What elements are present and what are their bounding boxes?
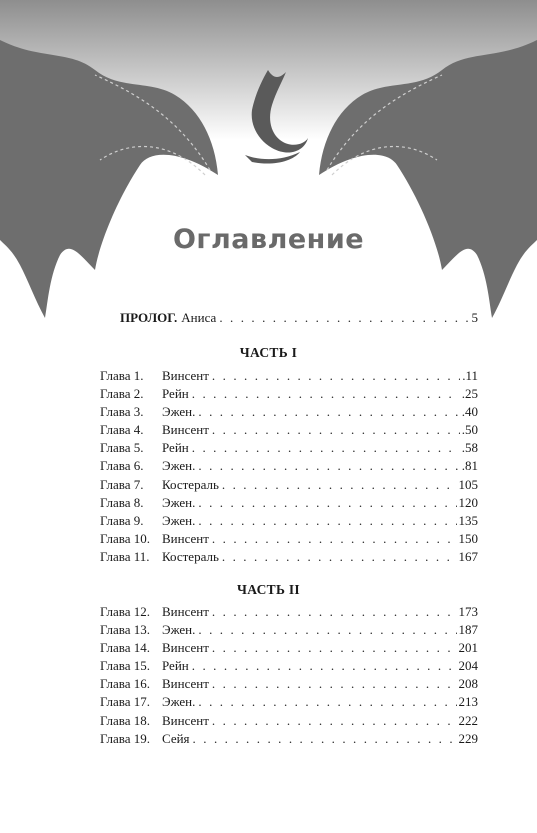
- prologue-name: Аниса: [181, 310, 217, 325]
- toc-row: [100, 476, 478, 494]
- dot-leader: [212, 530, 457, 548]
- chapter-name: Эжен.: [162, 458, 196, 474]
- toc-row: [100, 603, 478, 621]
- toc-row: [100, 439, 478, 457]
- chapter-name: Эжен.: [162, 694, 196, 710]
- dot-leader: [198, 403, 459, 421]
- toc-row: [100, 675, 478, 693]
- chapter-name: Винсент: [162, 712, 209, 728]
- chapter-number: Глава 17.: [100, 694, 151, 710]
- dot-leader: [222, 476, 457, 494]
- toc-row: [100, 657, 478, 675]
- chapter-name: Винсент: [162, 604, 209, 619]
- page-title: Оглавление: [172, 224, 365, 255]
- chapter-number: Глава 11.: [100, 548, 150, 564]
- chapter-name: Костераль: [162, 548, 219, 564]
- toc-row: [100, 712, 478, 730]
- toc-row: [100, 730, 478, 748]
- chapter-page: 213: [458, 694, 478, 710]
- toc-row: [100, 367, 478, 385]
- chapter-name: Эжен.: [162, 512, 196, 528]
- chapter-page: 120: [458, 494, 478, 510]
- dragon-wings-illustration: [0, 0, 537, 320]
- toc-row: [100, 639, 478, 657]
- chapter-number: Глава 8.: [100, 494, 144, 510]
- part-heading: ЧАСТЬ I: [239, 345, 298, 360]
- chapter-page: .40: [461, 404, 478, 420]
- chapter-name: Винсент: [162, 676, 209, 692]
- chapter-number: Глава 9.: [100, 512, 144, 528]
- prologue-entry: [120, 309, 478, 327]
- toc-row: [100, 512, 478, 530]
- chapter-page: .25: [461, 386, 478, 402]
- dot-leader: [198, 512, 456, 530]
- chapter-page: 187: [458, 622, 478, 638]
- chapter-name: Винсент: [162, 640, 209, 656]
- part-heading: ЧАСТЬ II: [237, 582, 300, 597]
- prologue-page: 5: [471, 310, 478, 325]
- chapter-number: Глава 10.: [100, 530, 151, 546]
- toc-row: [100, 530, 478, 548]
- dot-leader: [212, 639, 457, 657]
- dot-leader: [219, 309, 469, 327]
- chapter-page: .81: [461, 458, 478, 474]
- chapter-number: Глава 14.: [100, 640, 151, 656]
- toc-row: [100, 621, 478, 639]
- dot-leader: [212, 712, 457, 730]
- dot-leader: [212, 675, 457, 693]
- dot-leader: [192, 385, 460, 403]
- part-2-chapter-list: [100, 603, 478, 748]
- toc-row: [100, 421, 478, 439]
- chapter-name: Рейн: [162, 658, 189, 674]
- chapter-name: Винсент: [162, 368, 209, 383]
- chapter-name: Винсент: [162, 422, 209, 438]
- chapter-page: 229: [458, 730, 478, 746]
- chapter-page: .58: [461, 440, 478, 456]
- dot-leader: [212, 421, 460, 439]
- toc-row: [100, 693, 478, 711]
- chapter-number: Глава 2.: [100, 386, 144, 402]
- dot-leader: [198, 494, 456, 512]
- chapter-page: 208: [458, 676, 478, 692]
- chapter-name: Костераль: [162, 476, 219, 492]
- toc-row: [100, 385, 478, 403]
- dot-leader: [193, 730, 457, 748]
- dot-leader: [198, 621, 456, 639]
- chapter-number: Глава 13.: [100, 622, 151, 638]
- chapter-name: Эжен.: [162, 622, 196, 638]
- dot-leader: [212, 367, 460, 385]
- chapter-page: 173: [458, 604, 478, 619]
- toc-row: [120, 309, 478, 327]
- chapter-page: 204: [458, 658, 478, 674]
- chapter-number: Глава 19.: [100, 730, 151, 746]
- prologue-label: ПРОЛОГ.: [120, 310, 178, 325]
- chapter-number: Глава 1.: [100, 368, 144, 383]
- chapter-number: Глава 3.: [100, 404, 144, 420]
- chapter-number: Глава 15.: [100, 658, 151, 674]
- dot-leader: [212, 603, 457, 621]
- dot-leader: [192, 439, 460, 457]
- chapter-page: 201: [458, 640, 478, 656]
- part-1-chapter-list: [100, 367, 478, 566]
- toc-row: [100, 548, 478, 566]
- chapter-number: Глава 12.: [100, 604, 151, 619]
- chapter-number: Глава 16.: [100, 676, 151, 692]
- chapter-page: .11: [462, 368, 478, 383]
- chapter-number: Глава 7.: [100, 476, 144, 492]
- chapter-page: .50: [461, 422, 478, 438]
- chapter-name: Сейя: [162, 730, 190, 746]
- chapter-page: 135: [458, 512, 478, 528]
- toc-row: [100, 457, 478, 475]
- chapter-name: Рейн: [162, 386, 189, 402]
- chapter-name: Эжен.: [162, 404, 196, 420]
- chapter-number: Глава 6.: [100, 458, 144, 474]
- dot-leader: [198, 693, 456, 711]
- chapter-page: 222: [458, 712, 478, 728]
- dot-leader: [192, 657, 457, 675]
- chapter-name: Эжен.: [162, 494, 196, 510]
- dot-leader: [198, 457, 459, 475]
- toc-row: [100, 494, 478, 512]
- toc-row: [100, 403, 478, 421]
- chapter-number: Глава 4.: [100, 422, 144, 438]
- chapter-page: 150: [458, 530, 478, 546]
- chapter-number: Глава 18.: [100, 712, 151, 728]
- chapter-number: Глава 5.: [100, 440, 144, 456]
- dot-leader: [222, 548, 457, 566]
- chapter-name: Винсент: [162, 530, 209, 546]
- chapter-name: Рейн: [162, 440, 189, 456]
- chapter-page: 105: [458, 476, 478, 492]
- chapter-page: 167: [458, 548, 478, 564]
